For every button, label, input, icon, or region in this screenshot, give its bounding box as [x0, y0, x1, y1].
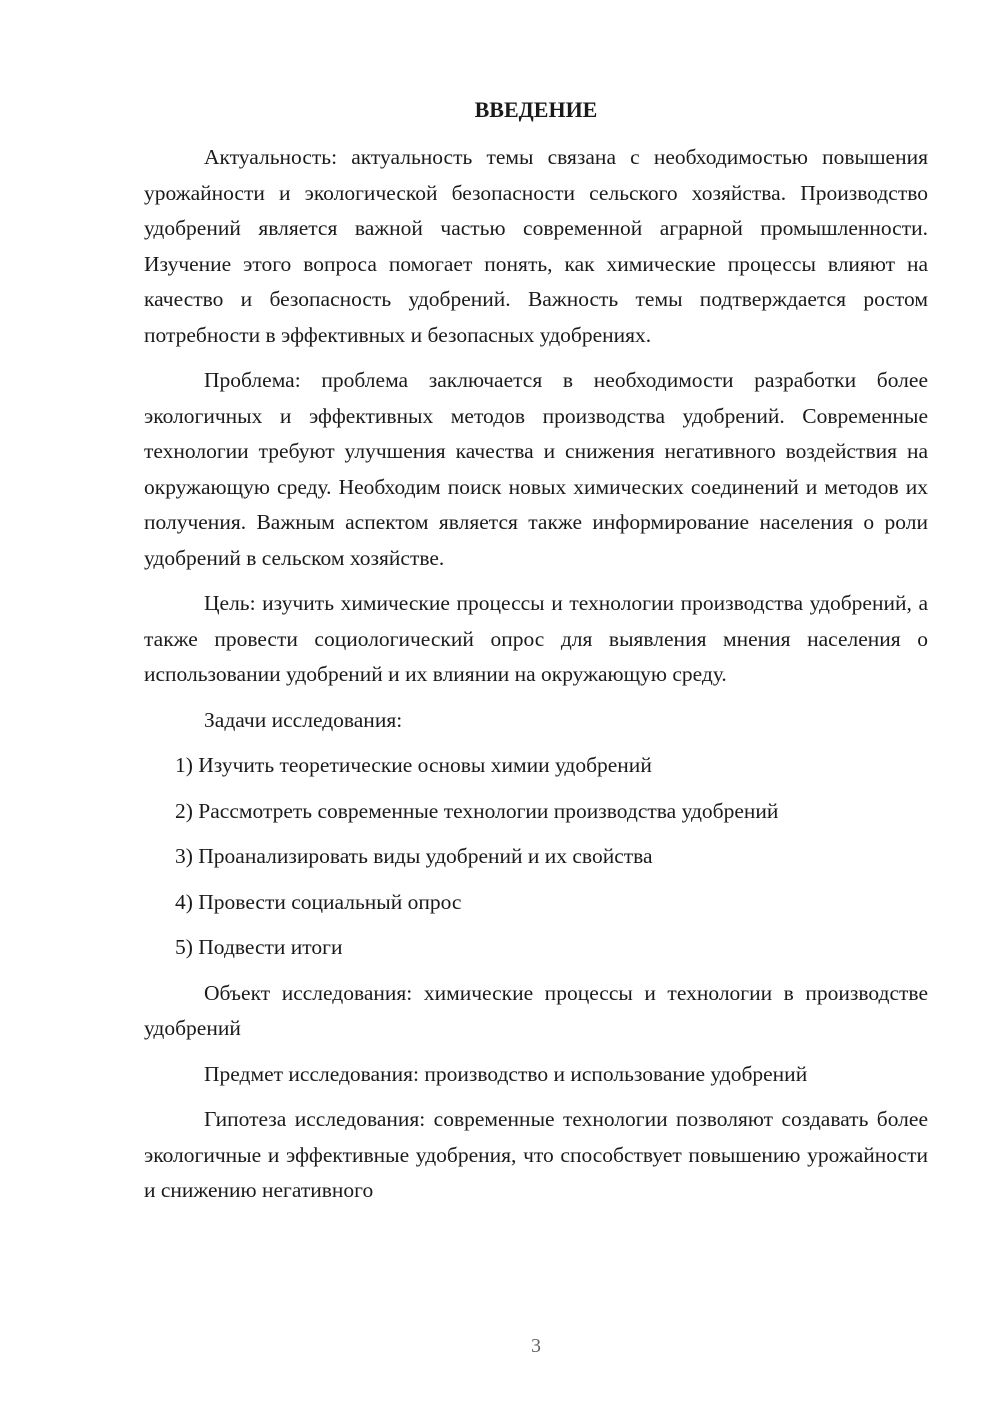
list-item: 1) Изучить теоретические основы химии удобрений — [175, 753, 652, 777]
tasks-heading: Задачи исследования: — [204, 707, 403, 732]
paragraph-relevance: Актуальность: актуальность темы связана с необходимостью повышения урожайности и экологической безопасности сельского хозяйства. Производство удобрений является важной частью современной аграрной промышленности. Изучение этого вопроса помогает понять, как химические процессы влияют на качество и безопасность удобрений. Важность темы подтверждается ростом потребности в эффективных и безопасных удобрениях. — [144, 145, 928, 347]
paragraph-problem: Проблема: проблема заключается в необходимости разработки более экологичных и эффективных методов производства удобрений. Современные технологии требуют улучшения качества и снижения негативного воздействия на окружающую среду. Необходим поиск новых химических соединений и методов их получения. Важным аспектом является также информирование населения о роли удобрений в сельском хозяйстве. — [144, 368, 928, 570]
list-item: 2) Рассмотреть современные технологии производства удобрений — [175, 798, 779, 823]
document-page — [144, 94, 928, 1219]
section-title: ВВЕДЕНИЕ — [474, 97, 598, 122]
paragraph-goal: Цель: изучить химические процессы и технологии производства удобрений, а также провести социологический опрос для выявления мнения населения о использовании удобрений и их влиянии на окружающую среду. — [144, 591, 928, 686]
paragraph-subject: Предмет исследования: производство и использование удобрений — [204, 1061, 808, 1086]
list-item: 5) Подвести итоги — [175, 935, 343, 959]
tasks-list — [144, 748, 928, 966]
paragraph-hypothesis: Гипотеза исследования: современные технологии позволяют создавать более экологичные и эффективные удобрения, что способствует повышению урожайности и снижению негативного — [144, 1107, 928, 1202]
page-number: 3 — [531, 1335, 541, 1357]
paragraph-object: Объект исследования: химические процессы и технологии в производстве удобрений — [144, 980, 928, 1040]
list-item: 4) Провести социальный опрос — [175, 889, 462, 914]
list-item: 3) Проанализировать виды удобрений и их свойства — [175, 844, 653, 868]
